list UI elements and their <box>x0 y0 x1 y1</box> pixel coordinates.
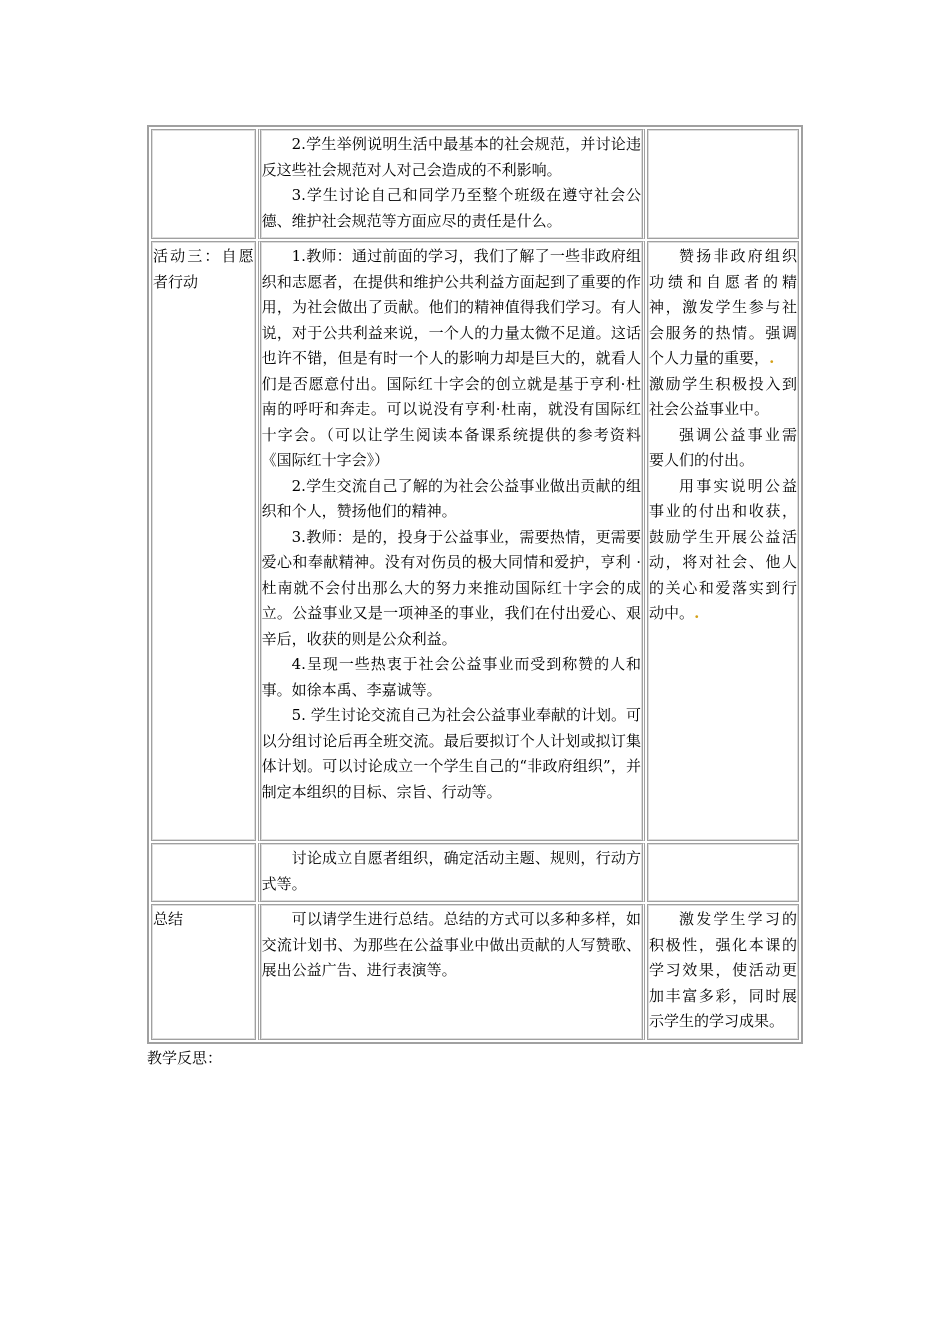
content-paragraph: 2.学生交流自己了解的为社会公益事业做出贡献的组织和个人，赞扬他们的精神。 <box>261 476 642 520</box>
content-paragraph: 1.教师：通过前面的学习，我们了解了一些非政府组织和志愿者，在提供和维护公共利益方面起到了重要的作用，为社会做出了贡献。他们的精神值得我们学习。有人说，对于公共利益来说，一个人的力量太微不足道。这话也许不错，但是有时一个人的影响力却是巨大的，就看人们是否愿意付出。国际红十字会的创立就是基于亨利·杜南的呼吁和奔走。可以说没有亨利·杜南，就没有国际红十字会。（可以让学生阅读本备课系统提供的参考资料《国际红十字会》） <box>261 247 642 469</box>
table-row <box>151 129 799 239</box>
content-cell <box>258 843 645 902</box>
content-paragraph: 可以请学生进行总结。总结的方式可以多种多样，如交流计划书、为那些在公益事业中做出贡献的人写赞歌、展出公益广告、进行表演等。 <box>261 910 642 979</box>
content-paragraph: 2.学生举例说明生活中最基本的社会规范，并讨论违反这些社会规范对人对己会造成的不利影响。 <box>261 135 642 179</box>
intent-cell <box>647 241 799 841</box>
activity-cell <box>151 843 256 902</box>
lesson-plan-table <box>147 125 803 1044</box>
teaching-reflection-label: 教学反思： <box>147 1049 223 1067</box>
activity-cell <box>151 241 256 841</box>
content-paragraph: 3.教师：是的，投身于公益事业，需要热情，更需要爱心和奉献精神。没有对伤员的极大同情和爱护，亨利 ·杜南就不会付出那么大的努力来推动国际红十字会的成立。公益事业又是一项神圣的事业，我们在付出爱心、艰辛后，收获的则是公众利益。 <box>261 527 642 648</box>
table-row <box>151 241 799 841</box>
content-cell <box>258 129 645 239</box>
intent-cell <box>647 843 799 902</box>
table-row <box>151 904 799 1040</box>
activity-label: 活动三：自愿者行动 <box>153 247 254 291</box>
intent-paragraph: 赞扬非政府组织功绩和自愿者的精神，激发学生参与社会服务的热情。强调个人力量的重要， <box>649 247 797 367</box>
intent-cell <box>647 904 799 1040</box>
marker-dot: . <box>769 349 775 367</box>
intent-paragraph: 用事实说明公益事业的付出和收获，鼓励学生开展公益活动，将对社会、他人的关心和爱落实到行动中。 <box>649 476 797 622</box>
content-paragraph: 讨论成立自愿者组织，确定活动主题、规则，行动方式等。 <box>261 849 642 893</box>
activity-cell <box>151 129 256 239</box>
content-cell <box>258 904 645 1040</box>
intent-paragraph: 强调公益事业需要人们的付出。 <box>649 425 797 469</box>
intent-cell <box>647 129 799 239</box>
content-paragraph: 4.呈现一些热衷于社会公益事业而受到称赞的人和事。如徐本禹、李嘉诚等。 <box>261 655 642 699</box>
activity-cell <box>151 904 256 1040</box>
intent-paragraph: 激发学生学习的积极性，强化本课的学习效果，使活动更加丰富多彩，同时展示学生的学习成果。 <box>649 910 797 1030</box>
marker-dot: . <box>694 604 700 622</box>
content-cell <box>258 241 645 841</box>
content-paragraph: 5. 学生讨论交流自己为社会公益事业奉献的计划。可以分组讨论后再全班交流。最后要拟订个人计划或拟订集体计划。可以讨论成立一个学生自己的“非政府组织”，并制定本组织的目标、宗旨、行动等。 <box>261 706 642 801</box>
table-row <box>151 843 799 902</box>
activity-label: 总结 <box>153 910 184 928</box>
content-paragraph: 3.学生讨论自己和同学乃至整个班级在遵守社会公德、维护社会规范等方面应尽的责任是什么。 <box>261 186 642 230</box>
intent-paragraph: 激励学生积极投入到社会公益事业中。 <box>649 374 797 418</box>
